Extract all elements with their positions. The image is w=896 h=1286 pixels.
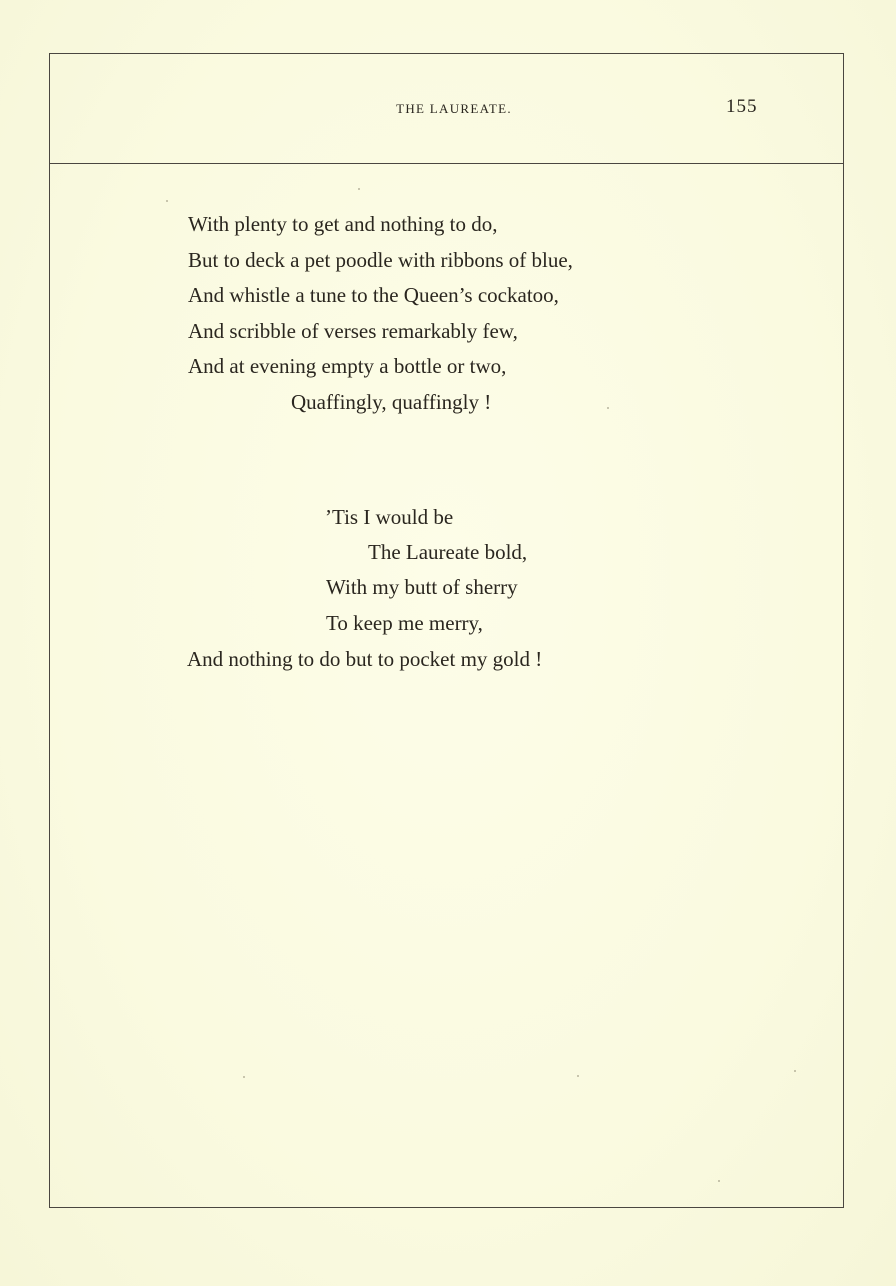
poem-line: And whistle a tune to the Queen’s cockatoo, [188,283,559,307]
poem-line: The Laureate bold, [368,540,528,564]
running-title: THE LAUREATE. [396,101,512,116]
poem-line: And nothing to do but to pocket my gold ! [187,647,543,671]
page-number: 155 [726,96,758,117]
paper-speck [166,200,168,202]
paper-speck [794,1070,796,1072]
poem-line: But to deck a pet poodle with ribbons of blue, [188,248,573,272]
paper-speck [577,1075,579,1077]
poem-line: ’Tis I would be [325,505,454,529]
poem-line: To keep me merry, [326,611,483,635]
paper-speck [358,188,360,190]
header-rule [49,163,844,164]
poem-line: And scribble of verses remarkably few, [188,319,518,343]
paper-speck [243,1076,245,1078]
poem-line: With plenty to get and nothing to do, [188,212,498,236]
poem-line-refrain: Quaffingly, quaffingly ! [291,390,492,414]
poem-line: And at evening empty a bottle or two, [188,354,507,378]
poem-line: With my butt of sherry [326,575,518,599]
paper-speck [718,1180,720,1182]
paper-speck [607,407,609,409]
